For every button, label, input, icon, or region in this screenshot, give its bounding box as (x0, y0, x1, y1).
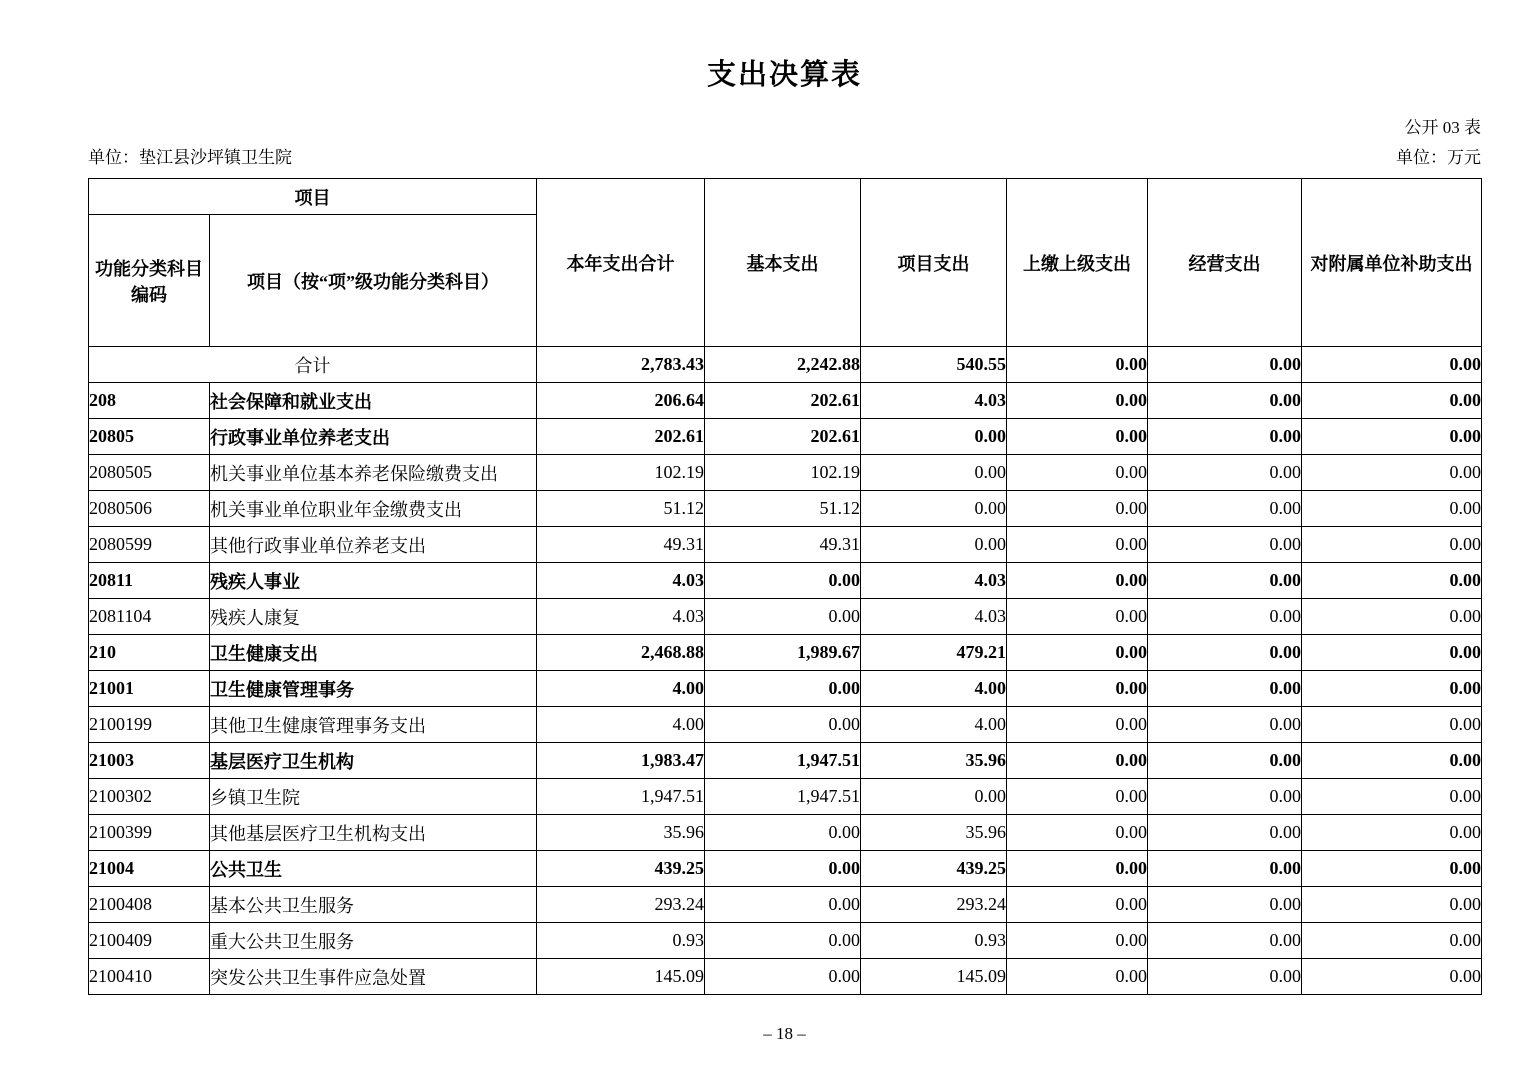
item-cell: 行政事业单位养老支出 (210, 419, 537, 455)
unit-row (88, 146, 1481, 170)
value-cell: 202.61 (537, 419, 705, 455)
value-cell: 4.03 (537, 599, 705, 635)
value-cell: 0.00 (1007, 635, 1148, 671)
code-cell: 2080599 (89, 527, 210, 563)
column-header-subsidy: 对附属单位补助支出 (1302, 179, 1482, 347)
value-cell: 0.93 (537, 923, 705, 959)
value-cell: 0.00 (1148, 959, 1302, 995)
item-cell: 残疾人康复 (210, 599, 537, 635)
value-cell: 0.00 (861, 527, 1007, 563)
value-cell: 0.93 (861, 923, 1007, 959)
table-row (89, 743, 1482, 779)
code-cell: 2080505 (89, 455, 210, 491)
value-cell: 0.00 (1302, 347, 1482, 383)
value-cell: 0.00 (1302, 707, 1482, 743)
value-cell: 4.00 (537, 707, 705, 743)
value-cell: 206.64 (537, 383, 705, 419)
value-cell: 0.00 (1302, 887, 1482, 923)
value-cell: 0.00 (1148, 743, 1302, 779)
value-cell: 0.00 (1302, 419, 1482, 455)
value-cell: 439.25 (537, 851, 705, 887)
value-cell: 0.00 (1148, 707, 1302, 743)
value-cell: 0.00 (1007, 923, 1148, 959)
item-cell: 公共卫生 (210, 851, 537, 887)
value-cell: 145.09 (537, 959, 705, 995)
value-cell: 0.00 (1302, 563, 1482, 599)
item-cell: 卫生健康支出 (210, 635, 537, 671)
value-cell: 0.00 (1148, 779, 1302, 815)
code-cell: 210 (89, 635, 210, 671)
item-cell: 基层医疗卫生机构 (210, 743, 537, 779)
value-cell: 0.00 (1148, 671, 1302, 707)
table-row (89, 563, 1482, 599)
total-label-cell: 合计 (89, 347, 537, 383)
table-row (89, 635, 1482, 671)
code-cell: 20811 (89, 563, 210, 599)
table-row (89, 815, 1482, 851)
value-cell: 1,983.47 (537, 743, 705, 779)
value-cell: 202.61 (705, 383, 861, 419)
value-cell: 1,947.51 (705, 779, 861, 815)
value-cell: 0.00 (1148, 851, 1302, 887)
value-cell: 202.61 (705, 419, 861, 455)
value-cell: 0.00 (1007, 779, 1148, 815)
value-cell: 4.03 (537, 563, 705, 599)
item-cell: 机关事业单位基本养老保险缴费支出 (210, 455, 537, 491)
value-cell: 0.00 (1148, 383, 1302, 419)
value-cell: 0.00 (861, 419, 1007, 455)
value-cell: 0.00 (861, 455, 1007, 491)
item-cell: 社会保障和就业支出 (210, 383, 537, 419)
table-row (89, 599, 1482, 635)
code-cell: 2100199 (89, 707, 210, 743)
value-cell: 0.00 (1148, 599, 1302, 635)
value-cell: 0.00 (1007, 815, 1148, 851)
value-cell: 0.00 (1148, 635, 1302, 671)
table-body (89, 347, 1482, 995)
value-cell: 0.00 (705, 671, 861, 707)
value-cell: 0.00 (1148, 887, 1302, 923)
column-header-operating: 经营支出 (1148, 179, 1302, 347)
value-cell: 0.00 (1007, 347, 1148, 383)
value-cell: 145.09 (861, 959, 1007, 995)
item-cell: 乡镇卫生院 (210, 779, 537, 815)
value-cell: 0.00 (1302, 959, 1482, 995)
column-header-code: 功能分类科目编码 (89, 215, 210, 347)
value-cell: 0.00 (1302, 491, 1482, 527)
value-cell: 0.00 (1302, 599, 1482, 635)
value-cell: 0.00 (1302, 671, 1482, 707)
value-cell: 0.00 (705, 851, 861, 887)
value-cell: 0.00 (1007, 671, 1148, 707)
value-cell: 0.00 (1007, 383, 1148, 419)
value-cell: 35.96 (861, 743, 1007, 779)
expenditure-table (88, 178, 1482, 995)
value-cell: 0.00 (705, 923, 861, 959)
value-cell: 0.00 (1148, 815, 1302, 851)
value-cell: 293.24 (861, 887, 1007, 923)
table-row (89, 923, 1482, 959)
value-cell: 293.24 (537, 887, 705, 923)
value-cell: 0.00 (1148, 563, 1302, 599)
value-cell: 0.00 (1007, 707, 1148, 743)
column-header-upper: 上缴上级支出 (1007, 179, 1148, 347)
value-cell: 2,783.43 (537, 347, 705, 383)
value-cell: 0.00 (1007, 527, 1148, 563)
value-cell: 0.00 (1302, 743, 1482, 779)
column-header-basic: 基本支出 (705, 179, 861, 347)
value-cell: 4.03 (861, 563, 1007, 599)
code-cell: 21004 (89, 851, 210, 887)
value-cell: 4.03 (861, 599, 1007, 635)
value-cell: 0.00 (705, 599, 861, 635)
value-cell: 540.55 (861, 347, 1007, 383)
table-row (89, 455, 1482, 491)
value-cell: 0.00 (1302, 635, 1482, 671)
unit-name-label: 单位：垫江县沙坪镇卫生院 (88, 148, 292, 167)
value-cell: 0.00 (861, 491, 1007, 527)
code-cell: 2100399 (89, 815, 210, 851)
code-cell: 2100409 (89, 923, 210, 959)
value-cell: 1,947.51 (705, 743, 861, 779)
item-cell: 其他基层医疗卫生机构支出 (210, 815, 537, 851)
item-cell: 基本公共卫生服务 (210, 887, 537, 923)
code-cell: 20805 (89, 419, 210, 455)
code-cell: 2100410 (89, 959, 210, 995)
content-area (88, 0, 1481, 1069)
column-header-total: 本年支出合计 (537, 179, 705, 347)
item-cell: 突发公共卫生事件应急处置 (210, 959, 537, 995)
value-cell: 4.03 (861, 383, 1007, 419)
item-cell: 卫生健康管理事务 (210, 671, 537, 707)
table-row (89, 671, 1482, 707)
table-row (89, 887, 1482, 923)
value-cell: 1,989.67 (705, 635, 861, 671)
value-cell: 0.00 (705, 563, 861, 599)
item-cell: 其他行政事业单位养老支出 (210, 527, 537, 563)
value-cell: 0.00 (1007, 455, 1148, 491)
table-row (89, 851, 1482, 887)
table-row (89, 707, 1482, 743)
value-cell: 4.00 (861, 707, 1007, 743)
value-cell: 2,242.88 (705, 347, 861, 383)
value-cell: 4.00 (861, 671, 1007, 707)
value-cell: 0.00 (1007, 887, 1148, 923)
value-cell: 4.00 (537, 671, 705, 707)
item-cell: 机关事业单位职业年金缴费支出 (210, 491, 537, 527)
value-cell: 0.00 (1007, 599, 1148, 635)
value-cell: 0.00 (1007, 959, 1148, 995)
publication-label: 公开 03 表 (1404, 118, 1481, 137)
value-cell: 0.00 (705, 815, 861, 851)
value-cell: 0.00 (1148, 491, 1302, 527)
table-row (89, 491, 1482, 527)
table-row (89, 527, 1482, 563)
value-cell: 0.00 (861, 779, 1007, 815)
page-number: – 18 – (763, 1024, 806, 1043)
value-cell: 0.00 (1148, 527, 1302, 563)
value-cell: 0.00 (705, 887, 861, 923)
value-cell: 102.19 (537, 455, 705, 491)
code-cell: 2081104 (89, 599, 210, 635)
value-cell: 0.00 (1302, 923, 1482, 959)
unit-currency-label: 单位：万元 (1396, 148, 1481, 167)
value-cell: 439.25 (861, 851, 1007, 887)
value-cell: 0.00 (1007, 563, 1148, 599)
value-cell: 2,468.88 (537, 635, 705, 671)
value-cell: 0.00 (1302, 851, 1482, 887)
table-row (89, 419, 1482, 455)
code-cell: 208 (89, 383, 210, 419)
table-row (89, 383, 1482, 419)
value-cell: 0.00 (1007, 851, 1148, 887)
column-header-item: 项目（按“项”级功能分类科目） (210, 215, 537, 347)
page-title: 支出决算表 (706, 59, 862, 91)
value-cell: 51.12 (537, 491, 705, 527)
value-cell: 49.31 (537, 527, 705, 563)
value-cell: 0.00 (705, 707, 861, 743)
code-cell: 2080506 (89, 491, 210, 527)
value-cell: 0.00 (1302, 815, 1482, 851)
value-cell: 0.00 (1148, 347, 1302, 383)
code-cell: 2100408 (89, 887, 210, 923)
code-cell: 21003 (89, 743, 210, 779)
value-cell: 479.21 (861, 635, 1007, 671)
value-cell: 0.00 (1148, 419, 1302, 455)
header-row-group (89, 179, 1482, 215)
value-cell: 0.00 (1007, 743, 1148, 779)
value-cell: 0.00 (1302, 455, 1482, 491)
code-cell: 21001 (89, 671, 210, 707)
code-cell: 2100302 (89, 779, 210, 815)
column-header-project: 项目支出 (861, 179, 1007, 347)
value-cell: 0.00 (1302, 779, 1482, 815)
value-cell: 49.31 (705, 527, 861, 563)
value-cell: 51.12 (705, 491, 861, 527)
value-cell: 1,947.51 (537, 779, 705, 815)
item-cell: 重大公共卫生服务 (210, 923, 537, 959)
table-row (89, 959, 1482, 995)
value-cell: 0.00 (1007, 419, 1148, 455)
value-cell: 35.96 (861, 815, 1007, 851)
value-cell: 0.00 (1302, 527, 1482, 563)
table-row (89, 779, 1482, 815)
value-cell: 0.00 (705, 959, 861, 995)
value-cell: 0.00 (1007, 491, 1148, 527)
value-cell: 0.00 (1148, 455, 1302, 491)
value-cell: 102.19 (705, 455, 861, 491)
item-cell: 其他卫生健康管理事务支出 (210, 707, 537, 743)
value-cell: 35.96 (537, 815, 705, 851)
value-cell: 0.00 (1302, 383, 1482, 419)
header-project-group: 项目 (89, 179, 537, 215)
item-cell: 残疾人事业 (210, 563, 537, 599)
value-cell: 0.00 (1148, 923, 1302, 959)
table-row (89, 347, 1482, 383)
